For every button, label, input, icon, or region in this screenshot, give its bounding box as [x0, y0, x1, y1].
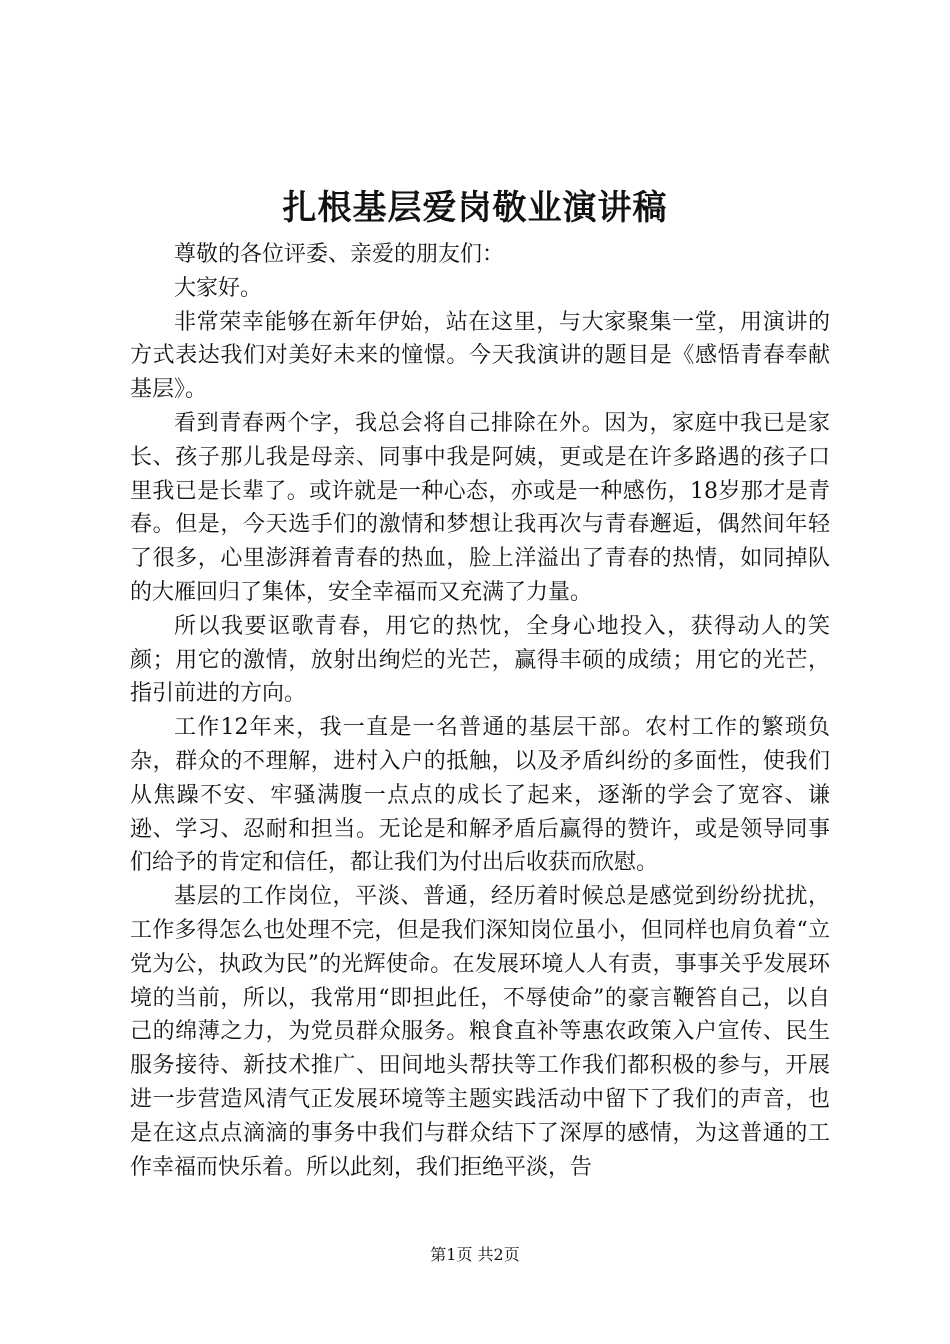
paragraph: 看到青春两个字，我总会将自己排除在外。因为，家庭中我已是家长、孩子那儿我是母亲、同事中我是阿姨，更或是在许多路遇的孩子口里我已是长辈了。或许就是一种心态，亦或是一种感伤，18岁那才是青春。但是，今天选手们的激情和梦想让我再次与青春邂逅，偶然间年轻了很多，心里澎湃着青春的热血，脸上洋溢出了青春的热情，如同掉队的大雁回归了集体，安全幸福而又充满了力量。 — [130, 410, 830, 605]
paragraph-salutation: 尊敬的各位评委、亲爱的朋友们： — [174, 242, 505, 267]
document-title: 扎根基层爱岗敬业演讲稿 — [282, 188, 668, 228]
paragraph: 基层的工作岗位，平淡、普通，经历着时候总是感觉到纷纷扰扰，工作多得怎么也处理不完，但是我们深知岗位虽小，但同样也肩负着“立党为公，执政为民”的光辉使命。在发展环境人人有责，事事关乎发展环境的当前，所以，我常用“即担此任，不辱使命”的豪言鞭笞自己，以自己的绵薄之力，为党员群众服务。粮食直补等惠农政策入户宣传、民生服务接待、新技术推广、田间地头帮扶等工作我们都积极的参与，开展进一步营造风清气正发展环境等主题实践活动中留下了我们的声音，也是在这点点滴滴的事务中我们与群众结下了深厚的感情，为这普通的工作幸福而快乐着。所以此刻，我们拒绝平淡，告 — [130, 884, 830, 1180]
paragraph: 所以我要讴歌青春，用它的热忱，全身心地投入，获得动人的笑颜；用它的激情，放射出绚烂的光芒，赢得丰硕的成绩；用它的光芒，指引前进的方向。 — [130, 613, 830, 707]
paragraph: 非常荣幸能够在新年伊始，站在这里，与大家聚集一堂，用演讲的方式表达我们对美好未来的憧憬。今天我演讲的题目是《感悟青春奉献基层》。 — [130, 309, 830, 403]
paragraph-greeting: 大家好。 — [174, 275, 263, 301]
paragraph: 工作12年来，我一直是一名普通的基层干部。农村工作的繁琐负杂，群众的不理解，进村入户的抵触，以及矛盾纠纷的多面性，使我们从焦躁不安、牢骚满腹一点点的成长了起来，逐渐的学会了宽容、谦逊、学习、忍耐和担当。无论是和解矛盾后赢得的赞许，或是领导同事们给予的肯定和信任，都让我们为付出后收获而欣慰。 — [130, 715, 830, 876]
document-body — [130, 238, 830, 1184]
page-footer: 第1页 共2页 — [430, 1245, 520, 1264]
